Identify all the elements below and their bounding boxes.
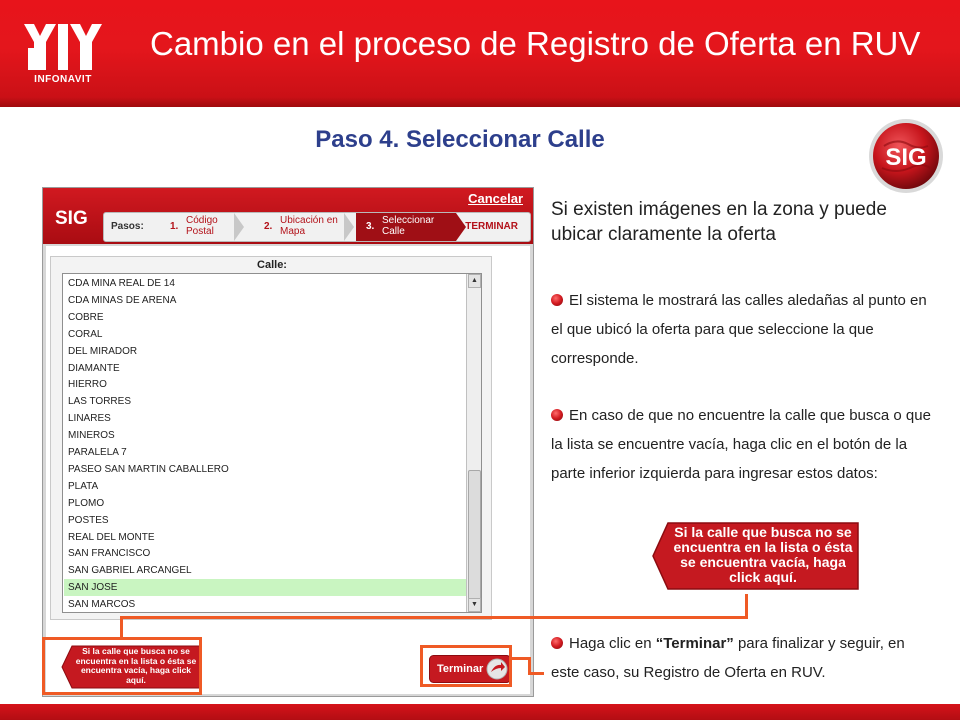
street-item[interactable]: CORAL xyxy=(68,328,103,340)
steps-label: Pasos: xyxy=(111,221,144,232)
step-number: 2. xyxy=(264,221,273,232)
street-item[interactable]: CDA MINA REAL DE 14 xyxy=(68,278,175,289)
bullet-text: Haga clic en xyxy=(569,635,656,652)
bullet-item xyxy=(551,286,931,373)
street-item[interactable]: SAN FRANCISCO xyxy=(68,548,151,560)
street-box xyxy=(50,256,492,620)
street-item[interactable]: SAN MARCOS xyxy=(68,599,136,611)
street-item[interactable]: COBRE xyxy=(68,311,104,323)
steps-bar xyxy=(103,212,531,242)
logo-label: INFONAVIT xyxy=(34,74,92,85)
highlight-add-street xyxy=(42,637,202,695)
step-label: Seleccionar Calle xyxy=(382,215,435,237)
step-ubicacion-mapa[interactable] xyxy=(246,213,344,241)
bullet-text: En caso de que no encuentre la calle que busca o que la lista se encuentre vacía, haga clic en el botón de la parte inferior izquierda para ingresar estos datos: xyxy=(551,407,931,482)
app-screenshot xyxy=(42,187,534,697)
street-item[interactable]: LINARES xyxy=(68,413,111,425)
bottom-strip xyxy=(0,704,960,720)
street-list[interactable] xyxy=(62,273,482,613)
highlight-terminar xyxy=(420,645,512,687)
street-item[interactable]: PARALELA 7 xyxy=(68,447,127,458)
add-street-button-label: Si la calle que busca no se encuentra en la lista o ésta se encuentra vacía, haga click aquí. xyxy=(75,647,197,685)
connector-line xyxy=(528,672,544,675)
bullet-text: El sistema le mostrará las calles aledañas al punto en el que ubicó la oferta para que seleccione la que corresponde. xyxy=(551,292,927,367)
infonavit-logo-icon xyxy=(22,18,102,74)
street-item[interactable]: CDA MINAS DE ARENA xyxy=(68,294,177,306)
step-label: Código Postal xyxy=(186,215,218,237)
cancel-link[interactable]: Cancelar xyxy=(468,191,523,206)
street-item[interactable]: MINEROS xyxy=(68,430,115,442)
scroll-up-icon[interactable]: ▲ xyxy=(468,274,481,288)
step-number: 1. xyxy=(170,221,179,232)
callout-add-street-button xyxy=(650,520,862,592)
callout-label: Si la calle que busca no se encuentra en la lista o ésta se encuentra vacía, haga click aquí. xyxy=(673,525,853,585)
terminar-button-label: Terminar xyxy=(437,663,484,675)
intro-text: Si existen imágenes en la zona y puede ubicar claramente la oferta xyxy=(551,199,887,245)
street-item[interactable]: DIAMANTE xyxy=(68,362,120,374)
street-item[interactable]: POSTES xyxy=(68,514,109,526)
step-label: Ubicación en Mapa xyxy=(280,215,338,237)
connector-line xyxy=(745,594,748,619)
sig-globe-icon xyxy=(866,116,946,196)
street-item[interactable]: DEL MIRADOR xyxy=(68,345,138,357)
sig-badge-label: SIG xyxy=(885,144,927,171)
step-separator xyxy=(344,213,354,241)
page-title: Cambio en el proceso de Registro de Oferta en RUV xyxy=(150,25,921,62)
bullet-icon xyxy=(551,294,563,306)
connector-line xyxy=(120,616,748,619)
scroll-down-icon[interactable]: ▼ xyxy=(468,598,481,612)
app-sig-label: SIG xyxy=(55,208,88,229)
content-area xyxy=(46,246,530,694)
street-item[interactable]: PASEO SAN MARTIN CABALLERO xyxy=(68,463,229,475)
street-item[interactable]: SAN JOSE xyxy=(64,579,466,596)
street-label: Calle: xyxy=(257,259,287,271)
bullet-icon xyxy=(551,637,563,649)
scrollbar[interactable] xyxy=(466,274,481,612)
step-terminar[interactable]: TERMINAR xyxy=(465,221,518,232)
step-seleccionar-calle[interactable] xyxy=(356,213,456,241)
step-number: 3. xyxy=(366,221,375,232)
step-title: Paso 4. Seleccionar Calle xyxy=(315,126,605,153)
street-item[interactable]: REAL DEL MONTE xyxy=(68,531,155,543)
street-item[interactable]: LAS TORRES xyxy=(68,396,131,408)
bullet-text: para finalizar y seguir, en este caso, su Registro de Oferta en RUV. xyxy=(551,635,905,681)
bullet-icon xyxy=(551,409,563,421)
connector-line xyxy=(120,616,123,638)
step-codigo-postal[interactable] xyxy=(152,213,234,241)
bullet-item xyxy=(551,629,931,687)
bullet-term: “Terminar” xyxy=(655,635,734,652)
header-banner xyxy=(0,0,960,107)
step-separator xyxy=(234,213,244,241)
app-topbar xyxy=(43,188,533,244)
street-item[interactable]: HIERRO xyxy=(68,379,107,391)
scroll-thumb[interactable] xyxy=(468,470,481,600)
street-item[interactable]: SAN GABRIEL ARCANGEL xyxy=(68,565,192,577)
street-item[interactable]: PLATA xyxy=(68,480,99,492)
bullet-item xyxy=(551,401,931,488)
street-item[interactable]: PLOMO xyxy=(68,497,105,509)
